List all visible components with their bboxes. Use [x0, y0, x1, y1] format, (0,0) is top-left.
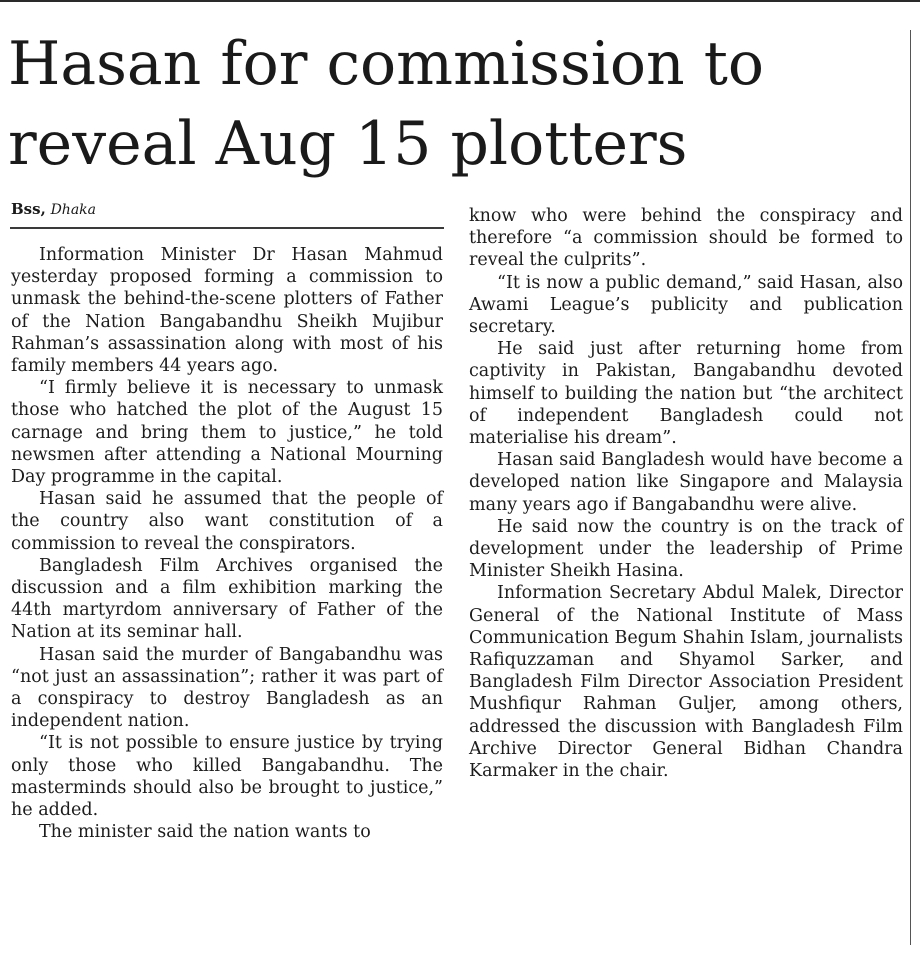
paragraph: He said just after returning home from captivity in Pakistan, Bangabandhu devoted himself to building the nation but “the architect of independent Bangladesh could not materialise his dream”.: [469, 339, 903, 449]
paragraph: Information Minister Dr Hasan Mahmud yesterday proposed forming a commission to unmask the behind-the-scene plotters of Father of the Nation Bangabandhu Sheikh Mujibur Rahman’s assassination along with most of his family members 44 years ago.: [11, 245, 443, 377]
byline-place: Dhaka: [50, 202, 96, 218]
paragraph: Hasan said he assumed that the people of the country also want constitution of a commission to reveal the conspirators.: [11, 489, 443, 554]
paragraph: Bangladesh Film Archives organised the discussion and a film exhibition marking the 44th martyrdom anniversary of Father of the Nation at its seminar hall.: [11, 555, 443, 643]
body-column-left: [11, 244, 443, 843]
paragraph: Hasan said Bangladesh would have become a developed nation like Singapore and Malaysia many years ago if Bangabandhu were alive.: [469, 450, 903, 515]
paragraph: “It is not possible to ensure justice by trying only those who killed Bangabandhu. The masterminds should also be brought to justice,” he added.: [11, 733, 443, 821]
paragraph: Hasan said the murder of Bangabandhu was “not just an assassination”; rather it was part of a conspiracy to destroy Bangladesh as an independent nation.: [11, 644, 443, 732]
headline: Hasan for commission to reveal Aug 15 plotters: [8, 29, 765, 179]
byline-agency: Bss,: [11, 200, 46, 218]
top-rule: [0, 0, 920, 2]
paragraph: “It is now a public demand,” said Hasan, also Awami League’s publicity and publication secretary.: [469, 272, 903, 338]
paragraph: “I firmly believe it is necessary to unmask those who hatched the plot of the August 15 carnage and bring them to justice,” he told newsmen after attending a National Mourning Day programme in the capital.: [11, 378, 443, 488]
byline: [11, 199, 96, 220]
body-column-right: [469, 205, 903, 782]
byline-rule: [10, 227, 444, 229]
paragraph: He said now the country is on the track of development under the leadership of Prime Minister Sheikh Hasina.: [469, 516, 903, 582]
paragraph: know who were behind the conspiracy and therefore “a commission should be formed to reveal the culprits”.: [469, 206, 903, 271]
paragraph: Information Secretary Abdul Malek, Director General of the National Institute of Mass Communication Begum Shahin Islam, journalists Rafiquzzaman and Shyamol Sarker, and Bangladesh Film Director Association President Mushfiqur Rahman Guljer, among others, addressed the discussion with Bangladesh Film Archive Director General Bidhan Chandra Karmaker in the chair.: [469, 583, 903, 782]
paragraph: The minister said the nation wants to: [39, 822, 371, 843]
column-rule-right: [910, 30, 911, 945]
